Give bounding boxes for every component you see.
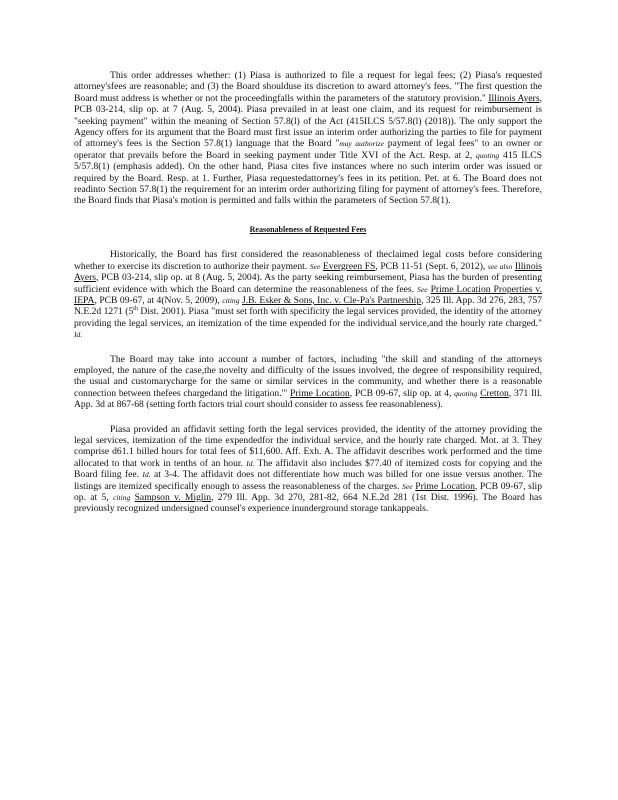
case-citation: Illinois Ayers <box>488 92 540 104</box>
signal-word: See <box>309 261 321 271</box>
text-run: , PCB 03-214, slip op. at 8 (Aug. 5, 2004). As the party seeking reimbursement, Piasa has the burden of presenting sufficient evidence with which the Board can determine the reasonableness of the fees. <box>74 272 542 295</box>
text-run: Dist. 2001). Piasa "must set forth with specificity the legal services provided, the identity of the attorney providing the legal services, an itemization of the time expended for the individual service,and the hourly rate charged." <box>74 306 543 329</box>
case-citation: J.B. Esker & Sons, Inc. v. Cle-Pa's Partnership <box>242 294 422 306</box>
section-heading-text: Reasonableness of Requested Fees <box>249 224 367 234</box>
signal-word: See <box>402 481 413 491</box>
text-run: This order addresses whether: (1) Piasa is authorized to file a request for legal fees; (2) Piasa's requested attorney'sfees are reasonable; and (3) the Board shoulduse its discretion to award attorney's fees. "The first question the Board must address is whether or not the proceedingfalls within the parameters of the statutory provision." <box>74 70 542 104</box>
text-run: Piasa provided an affidavit setting forth the legal services provided, the identity of the attorney providing the legal services, itemization of the time expendedfor the individual service, and the hourly rate charged. Mot. at 3. They comprise d61.1 billed hours for total fees of $11,600. Aff. Exh. A. The affidavit describes work performed and the time allocated to that work in tenths of an hour. <box>74 423 542 469</box>
document-page <box>74 70 542 515</box>
signal-word: Id. <box>74 330 83 340</box>
text-run: The Board may take into account a number of factors, including "the skill and standing of the attorneys employed, the nature of the case,the novelty and difficulty of the issues involved, the degree of responsibility required, the usual and customarycharge for the same or similar services in the community, and whether there is a reasonable connection between thefees chargedand the litigation.'" <box>74 353 542 399</box>
case-citation: Evergreen FS <box>322 260 376 272</box>
signal-word: Id. <box>246 458 255 468</box>
signal-word: See <box>417 284 428 294</box>
text-run: 415 ILCS 5/57.8(1) (emphasis added). On the other hand, Piasa cites five instances where no such interim order was issued or required by the Board. Resp. at 1. Further, Piasa requestedattorney's fees in its petition. Pet. at 6. The Board does not readinto Section 57.8(1) the requirement for an interim order authorizing filing for payment of attorney's fees. Therefore, the Board finds that Piasa's motion is permitted and falls within the parameters of Section 57.8(1). <box>74 149 542 207</box>
text-run: Historically, the Board has first considered the reasonableness of theclaimed legal costs before considering whether to exercise its discretion to authorize their payment. <box>74 249 542 272</box>
paragraph-historically <box>74 249 542 340</box>
case-citation: Illinois Ayers <box>74 260 543 284</box>
case-citation: Prime Location <box>290 387 350 399</box>
text-run: , PCB 09-67, slip op. at 4, <box>349 387 455 399</box>
text-run: , 371 Ill. App. 3d at 867-68 (setting forth factors trial court should consider to assess fee reasonableness). <box>74 387 543 411</box>
case-citation: Prime Location <box>415 480 475 492</box>
case-citation: Prime Location Properties v. IEPA <box>74 283 542 306</box>
emphasis: may authorize <box>339 139 384 149</box>
signal-word: quoting <box>454 388 478 398</box>
signal-word: quoting <box>476 150 500 160</box>
text-run: , PCB 03-214, slip op. at 7 (Aug. 5, 2004). Piasa prevailed in at least one claim, and its request for reimbursement is "seeking payment" within the meaning of Section 57.8(l) of the Act (415ILCS 5/57.8(l) (2018)). The only support the Agency offers for its argument that the Board must first issue an interim order authorizing the parties to file for payment of attorney's fees is the Section 57.8(1) language that the Board " <box>74 92 542 150</box>
paragraph-affidavit <box>74 424 542 515</box>
section-heading <box>74 224 542 235</box>
text-run: at 3-4. The affidavit does not differentiate how much was billed for one issue versus another. The listings are itemized specifically enough to assess the reasonableness of the charges. <box>74 469 542 492</box>
text-run: , 325 Ill. App. 3d 276, 283, 757 N.E.2d 1271 (5 <box>74 294 542 318</box>
signal-word: citing <box>113 493 131 502</box>
text-run: , PCB 09-67, slip op. at 5, <box>74 480 542 503</box>
signal-word: Id. <box>142 470 151 480</box>
ordinal-suffix: th <box>133 306 138 313</box>
signal-word: see also <box>487 261 513 271</box>
text-run: , PCB 09-67, at 4(Nov. 5, 2009), <box>94 294 223 306</box>
text-run: , 279 Ill. App. 3d 270, 281-82, 664 N.E.2d 281 (1st Dist. 1996). The Board has previously recognized undersigned counsel's experience inunderground storage tankappeals. <box>74 492 543 515</box>
text-run: payment of legal fees" to an owner or operator that prevails before the Board in seeking payment under Title XVI of the Act. Resp. at 2, <box>74 138 542 161</box>
case-citation: Sampson v. Miglin <box>134 492 212 503</box>
signal-word: citing <box>222 295 240 305</box>
paragraph-authorization <box>74 70 542 207</box>
text-run: , PCB 11-51 (Sept. 6, 2012), <box>375 260 488 272</box>
text-run: The affidavit also includes $77.40 of itemized costs for copying and the Board filing fee. <box>74 457 542 481</box>
paragraph-factors <box>74 354 542 411</box>
case-citation: Cretton <box>480 387 509 399</box>
